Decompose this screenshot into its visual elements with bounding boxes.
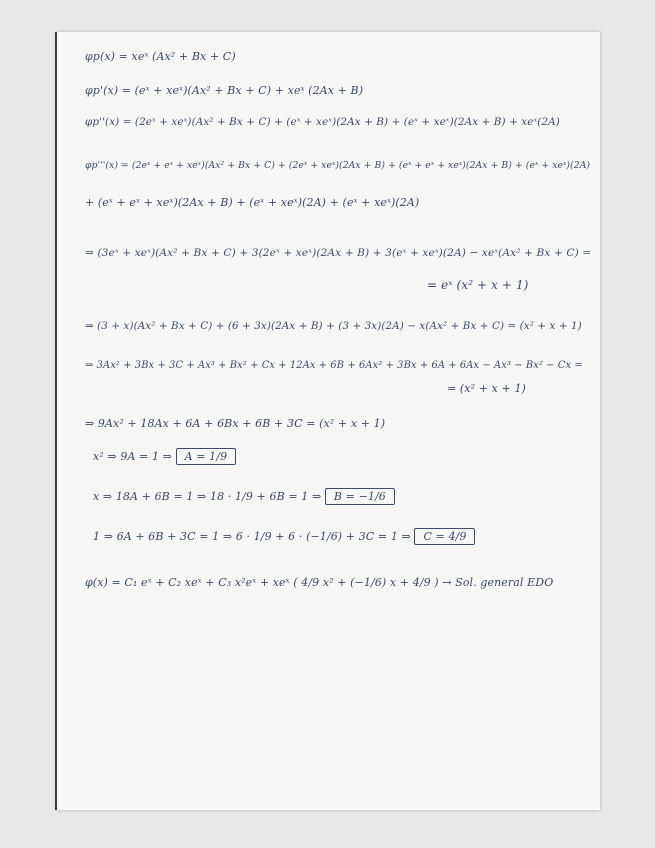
line-second-derivative: φp''(x) = (2eˣ + xeˣ)(Ax² + Bx + C) + (eˣ + xeˣ)(2Ax + B) + (eˣ + xeˣ)(2Ax + B) + xeˣ(2A) (85, 116, 560, 128)
line-solve-c (93, 530, 475, 543)
line-third-derivative-cont: + (eˣ + eˣ + xeˣ)(2Ax + B) + (eˣ + xeˣ)(2A) + (eˣ + xeˣ)(2A) (85, 196, 420, 209)
line-third-derivative: φp'''(x) = (2eˣ + eˣ + xeˣ)(Ax² + Bx + C) + (2eˣ + xeˣ)(2Ax + B) + (eˣ + eˣ + xeˣ)(2Ax + B) + (eˣ + xeˣ)(2A) (85, 160, 591, 171)
line-substitution: ⇒ (3eˣ + xeˣ)(Ax² + Bx + C) + 3(2eˣ + xeˣ)(2Ax + B) + 3(eˣ + xeˣ)(2A) − xeˣ(Ax² + Bx + C) = (85, 247, 592, 259)
result-b-box: B = −1/6 (325, 488, 395, 505)
solve-b-text: x ⇒ 18A + 6B = 1 ⇒ 18 · 1/9 + 6B = 1 ⇒ (93, 490, 322, 503)
solve-a-text: x² ⇒ 9A = 1 ⇒ (93, 450, 172, 463)
result-a-box: A = 1/9 (176, 448, 237, 465)
line-expand-rhs: = (x² + x + 1) (447, 382, 526, 395)
line-simplify: ⇒ (3 + x)(Ax² + Bx + C) + (6 + 3x)(2Ax + B) + (3 + 3x)(2A) − x(Ax² + Bx + C) = (x² + x + 1) (85, 320, 582, 332)
line-particular-solution: φp(x) = xeˣ (Ax² + Bx + C) (85, 50, 236, 63)
notebook-page (57, 32, 600, 810)
line-collect-terms: ⇒ 9Ax² + 18Ax + 6A + 6Bx + 6B + 3C = (x² + x + 1) (85, 417, 386, 430)
line-first-derivative: φp'(x) = (eˣ + xeˣ)(Ax² + Bx + C) + xeˣ (2Ax + B) (85, 84, 364, 97)
line-solve-a (93, 450, 236, 463)
line-general-solution: φ(x) = C₁ eˣ + C₂ xeˣ + C₃ x²eˣ + xeˣ ( 4/9 x² + (−1/6) x + 4/9 ) → Sol. general EDO (85, 576, 554, 589)
line-solve-b (93, 490, 395, 503)
result-c-box: C = 4/9 (414, 528, 475, 545)
solve-c-text: 1 ⇒ 6A + 6B + 3C = 1 ⇒ 6 · 1/9 + 6 · (−1/6) + 3C = 1 ⇒ (93, 530, 411, 543)
line-substitution-rhs: = eˣ (x² + x + 1) (427, 278, 529, 292)
line-expand: ⇒ 3Ax² + 3Bx + 3C + Ax³ + Bx² + Cx + 12Ax + 6B + 6Ax² + 3Bx + 6A + 6Ax − Ax³ − Bx² − Cx = (85, 360, 583, 371)
